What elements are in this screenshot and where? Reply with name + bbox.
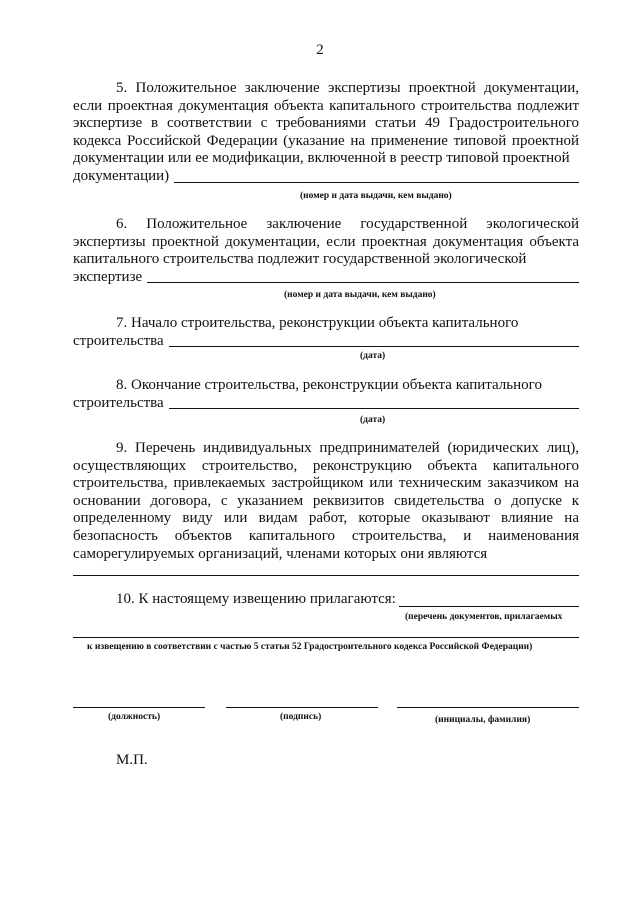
- position-caption: (должность): [108, 712, 161, 722]
- item-10-fill-line-2[interactable]: [73, 637, 579, 638]
- item-8-last-line: [73, 395, 579, 413]
- item-5-fill-line[interactable]: [174, 181, 579, 183]
- item-10-caption-2: к извещению в соответствии с частью 5 статьи 52 Градостроительного кодекса Российской Федерации): [87, 642, 533, 652]
- item-8-caption: (дата): [360, 415, 386, 425]
- item-5-last-line: [73, 168, 579, 186]
- item-10-fill-line[interactable]: [399, 606, 579, 607]
- item-6-fill-line[interactable]: [147, 281, 579, 283]
- item-8-fill-line[interactable]: [169, 407, 579, 409]
- item-9: [73, 440, 579, 563]
- item-5: [73, 80, 579, 186]
- item-10-text: 10. К настоящему извещению прилагаются:: [116, 591, 396, 607]
- item-6: [73, 216, 579, 286]
- item-7-text: 7. Начало строительства, реконструкции объекта капитального: [116, 315, 519, 331]
- signature-caption: (подпись): [280, 712, 322, 722]
- item-8-last-word: строительства: [73, 394, 164, 411]
- item-8: [73, 377, 579, 412]
- item-9-text: 9. Перечень индивидуальных предпринимателей (юридических лиц), осуществляющих строительство, реконструкцию объекта капитального строительства, привлекаемых застройщиком или техническим заказчиком на основании договора, с указанием реквизитов свидетельства о допуске к определенному виду или видам работ, которые оказывают влияние на безопасность объектов капитального строительства, и наименования саморегулируемых организаций, членами которых они являются: [73, 440, 579, 562]
- item-6-last-line: [73, 269, 579, 287]
- item-7-last-line: [73, 333, 579, 351]
- signature-line[interactable]: [226, 707, 378, 708]
- stamp-place: М.П.: [116, 752, 148, 768]
- item-6-text: 6. Положительное заключение государственной экологической экспертизы проектной документации, если проектная документация объекта капитального строительства подлежит государственной экологической: [73, 216, 579, 268]
- item-7-caption: (дата): [360, 351, 386, 361]
- page-number: 2: [316, 42, 324, 58]
- item-7-last-word: строительства: [73, 332, 164, 349]
- name-line[interactable]: [397, 707, 579, 708]
- item-5-text: 5. Положительное заключение экспертизы проектной документации, если проектная документация объекта капитального строительства подлежит экспертизе в соответствии с требованиями статьи 49 Градостроительного кодекса Российской Федерации (указание на применение типовой проектной документации или ее модификации, включенной в реестр типовой проектной: [73, 80, 579, 167]
- item-9-fill-line[interactable]: [73, 575, 579, 576]
- item-5-caption: (номер и дата выдачи, кем выдано): [300, 191, 452, 201]
- item-10-caption-1: (перечень документов, прилагаемых: [405, 612, 563, 622]
- name-caption: (инициалы, фамилия): [435, 715, 531, 725]
- item-5-last-word: документации): [73, 167, 170, 184]
- item-8-text: 8. Окончание строительства, реконструкции объекта капитального: [116, 377, 542, 393]
- position-line[interactable]: [73, 707, 205, 708]
- item-7-fill-line[interactable]: [169, 345, 579, 347]
- item-6-last-word: экспертизе: [73, 268, 143, 285]
- item-6-caption: (номер и дата выдачи, кем выдано): [284, 290, 436, 300]
- item-7: [73, 315, 579, 350]
